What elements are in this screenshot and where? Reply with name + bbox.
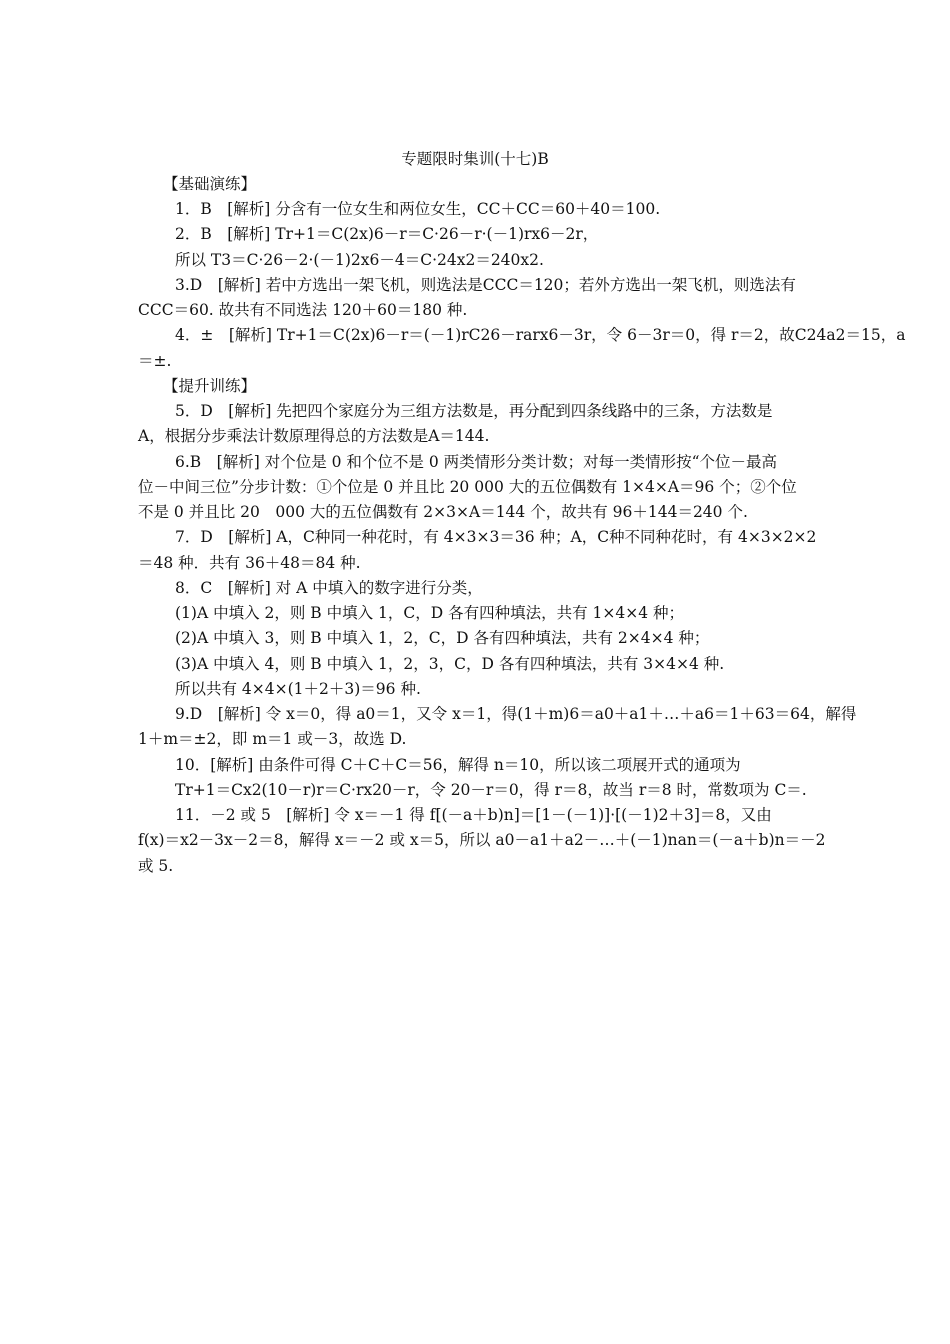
section-heading-advanced: 【提升训练】 bbox=[163, 377, 257, 395]
answer-2-cont: 所以 T3＝C·26－2·(－1)2x6－4＝C·24x2＝240x2. bbox=[175, 251, 544, 269]
section-heading-basic: 【基础演练】 bbox=[163, 175, 257, 193]
answer-11-cont: f(x)＝x2－3x－2＝8，解得 x＝－2 或 x＝5，所以 a0－a1＋a2－…＋(－1)nan＝(－a＋b)n＝－2 bbox=[138, 831, 826, 849]
answer-3: 3.D [解析] 若中方选出一架飞机，则选法是CCC＝120；若外方选出一架飞机，则选法有 bbox=[175, 276, 796, 294]
answer-10: 10．[解析] 由条件可得 C＋C＋C＝56，解得 n＝10，所以该二项展开式的通项为 bbox=[175, 756, 741, 774]
answer-6-cont2: 不是 0 并且比 20 000 大的五位偶数有 2×3×A＝144 个，故共有 96＋144＝240 个. bbox=[138, 503, 748, 521]
answer-11-cont2: 或 5. bbox=[138, 857, 174, 875]
answer-4-cont: ＝±. bbox=[138, 352, 172, 370]
answer-6-cont: 位－中间三位”分步计数：①个位是 0 并且比 20 000 大的五位偶数有 1×4×A＝96 个；②个位 bbox=[138, 478, 797, 496]
answer-5: 5．D [解析] 先把四个家庭分为三组方法数是，再分配到四条线路中的三条，方法数是 bbox=[175, 402, 773, 420]
answer-5-cont: A，根据分步乘法计数原理得总的方法数是A＝144. bbox=[138, 427, 490, 445]
answer-1: 1．B [解析] 分含有一位女生和两位女生，CC＋CC＝60＋40＝100. bbox=[175, 200, 661, 218]
answer-9-cont: 1＋m＝±2，即 m＝1 或－3，故选 D. bbox=[138, 730, 407, 748]
page-title: 专题限时集训(十七)B bbox=[401, 150, 549, 168]
answer-8-case-2: (2)A 中填入 3，则 B 中填入 1，2，C，D 各有四种填法，共有 2×4×4 种； bbox=[175, 629, 710, 647]
answer-7-cont: ＝48 种．共有 36＋48＝84 种. bbox=[138, 554, 361, 572]
answer-7: 7．D [解析] A，C种同一种花时，有 4×3×3＝36 种；A，C种不同种花时，有 4×3×2×2 bbox=[175, 528, 817, 546]
answer-4: 4．± [解析] Tr+1＝C(2x)6－r＝(－1)rC26－rarx6－3r，令 6－3r＝0，得 r＝2，故C24a2＝15，a bbox=[175, 326, 906, 344]
answer-3-cont: CCC＝60. 故共有不同选法 120＋60＝180 种. bbox=[138, 301, 468, 319]
answer-6: 6.B [解析] 对个位是 0 和个位不是 0 两类情形分类计数；对每一类情形按“个位－最高 bbox=[175, 453, 778, 471]
answer-11: 11．－2 或 5 [解析] 令 x＝－1 得 f[(－a＋b)n]＝[1－(－1)]·[(－1)2＋3]＝8，又由 bbox=[175, 806, 772, 824]
answer-8: 8．C [解析] 对 A 中填入的数字进行分类， bbox=[175, 579, 483, 597]
answer-9: 9.D [解析] 令 x＝0，得 a0＝1，又令 x＝1，得(1＋m)6＝a0＋a1＋…＋a6＝1＋63＝64，解得 bbox=[175, 705, 857, 723]
answer-2: 2．B [解析] Tr+1＝C(2x)6－r＝C·26－r·(－1)rx6－2r， bbox=[175, 225, 599, 243]
answer-10-cont: Tr+1＝Cx2(10－r)r＝C·rx20－r，令 20－r＝0，得 r＝8，故当 r＝8 时，常数项为 C＝. bbox=[175, 781, 807, 799]
answer-8-total: 所以共有 4×4×(1＋2＋3)＝96 种. bbox=[175, 680, 421, 698]
answer-8-case-1: (1)A 中填入 2，则 B 中填入 1，C，D 各有四种填法，共有 1×4×4 种； bbox=[175, 604, 685, 622]
answer-8-case-3: (3)A 中填入 4，则 B 中填入 1，2，3，C，D 各有四种填法，共有 3×4×4 种. bbox=[175, 655, 725, 673]
